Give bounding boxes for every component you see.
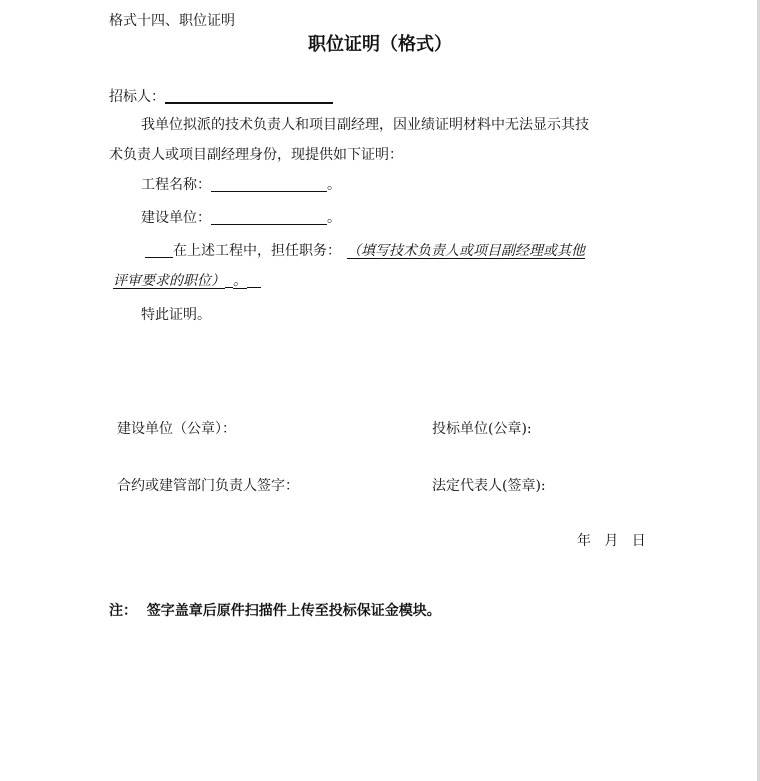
paragraph-line-2: 术负责人或项目副经理身份，现提供如下证明： [109,147,403,163]
position-prefix: 在上述工程中，担任职务： [173,243,341,259]
paragraph-line-1: 我单位拟派的技术负责人和项目副经理，因业绩证明材料中无法显示其技 [141,117,589,133]
project-name-blank [211,176,327,192]
form-header-label: 格式十四、职位证明 [109,13,235,29]
position-hint-line-1: （填写技术负责人或项目副经理或其他 [347,243,585,259]
person-blank [145,242,173,258]
construction-unit-period: 。 [327,210,341,226]
position-row-continued [113,272,261,290]
date-line: 年 月 日 [577,533,646,549]
construction-seal-label: 建设单位（公章）： [117,421,236,437]
construction-unit-label: 建设单位： [141,210,211,226]
certify-text: 特此证明。 [141,307,211,323]
position-hint-line-2: 评审要求的职位） [113,273,225,289]
project-name-period: 。 [327,177,341,193]
position-hint-period: 。 [233,273,247,289]
construction-unit-row [141,209,341,227]
bidder-seal-label: 投标单位(公章): [432,421,532,437]
legal-rep-sign-label: 法定代表人(签章): [432,478,546,494]
position-row [145,242,585,260]
upload-note: 注： 签字盖章后原件扫描件上传至投标保证金模块。 [109,603,441,619]
construction-unit-blank [211,209,327,225]
contract-manager-sign-label: 合约或建管部门负责人签字： [117,478,299,494]
tenderer-label: 招标人： [109,89,165,105]
document-title: 职位证明（格式） [308,34,452,55]
project-name-label: 工程名称： [141,177,211,193]
project-name-row [141,176,341,194]
tenderer-blank [165,87,333,104]
tenderer-row [109,87,333,106]
